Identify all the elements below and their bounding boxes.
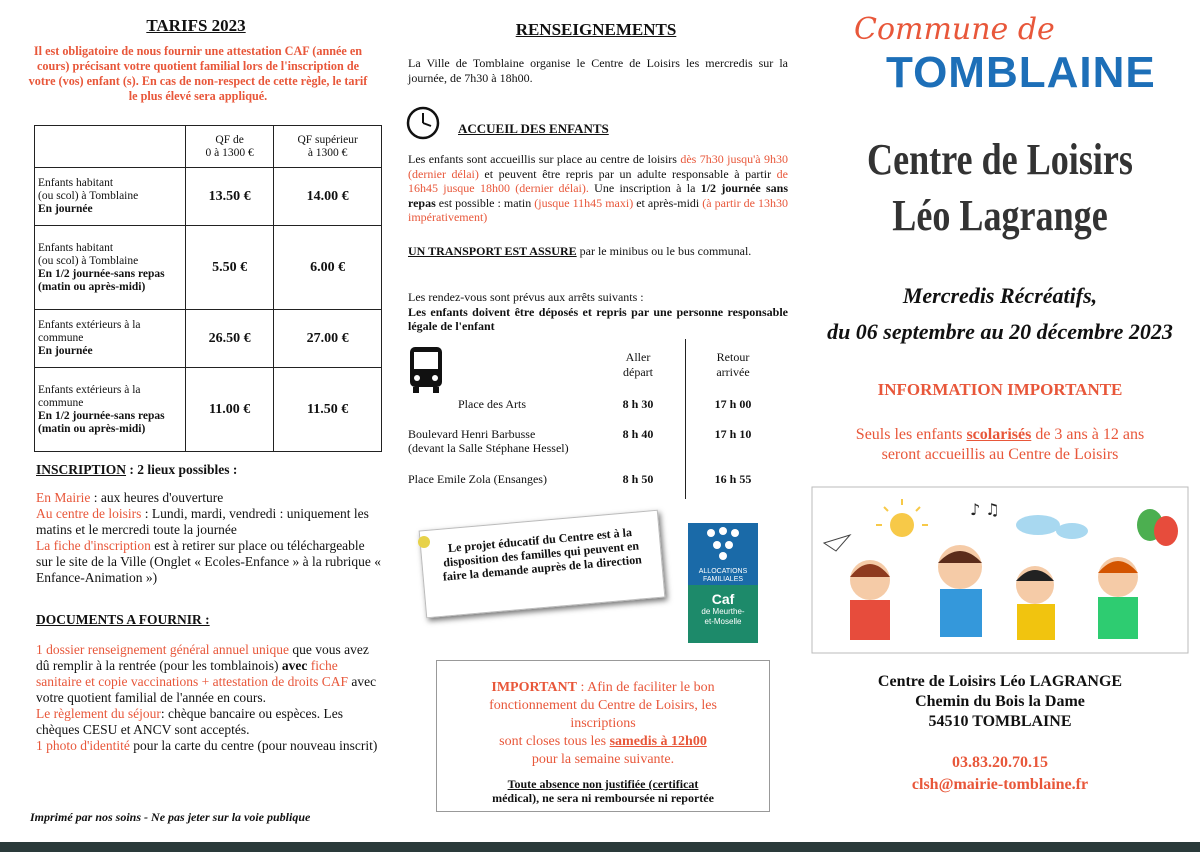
table-row bbox=[35, 310, 382, 368]
price-low: 13.50 € bbox=[186, 168, 274, 226]
email-link[interactable]: clsh@mairie-tomblaine.fr bbox=[911, 776, 1089, 793]
price-low: 11.00 € bbox=[186, 368, 274, 452]
caf-logo bbox=[688, 523, 758, 643]
city: 54510 TOMBLAINE bbox=[928, 713, 1072, 730]
bottom-bar bbox=[0, 842, 1200, 852]
documents-section: DOCUMENTS A FOURNIR : 1 dossier renseignement général annuel unique que vous avez dû remplir à la rentrée (pour les tomblainois) avec fiche sanitaire et copie vaccinations + attestation de droits CAF avec votre quotient familial de l'année en cours. Le règlement du séjour: chèque bancaire ou espèces. Les chèques CESU et ANCV sont acceptés. 1 photo d'identité pour la carte du centre (pour nouveau inscrit) bbox=[36, 612, 381, 754]
center-name: Centre de Loisirs Léo LAGRANGE bbox=[877, 673, 1123, 690]
caf-logo-top: ALLOCATIONS FAMILIALES bbox=[688, 523, 758, 585]
intro-text: La Ville de Tomblaine organise le Centre de Loisirs les mercredis sur la journée, de 7h30 à 18h00. bbox=[408, 56, 788, 85]
renseignements-title: RENSEIGNEMENTS bbox=[515, 20, 677, 39]
tomblaine-logo bbox=[840, 12, 1160, 102]
header-qf-low: QF de 0 à 1300 € bbox=[186, 126, 274, 168]
retour-header: Retour arrivée bbox=[716, 350, 750, 379]
phone-number[interactable]: 03.83.20.70.15 bbox=[952, 754, 1048, 771]
table-row bbox=[35, 226, 382, 310]
bus-icon bbox=[408, 345, 444, 395]
aller-header: Aller départ bbox=[623, 350, 653, 379]
logo-town: TOMBLAINE bbox=[886, 48, 1156, 97]
rdv-text: Les rendez-vous sont prévus aux arrêts suivants : Les enfants doivent être déposés et repris par une personne responsable légale de l'enfant bbox=[408, 290, 788, 333]
renseignements-column bbox=[392, 0, 800, 842]
contact-block bbox=[800, 752, 1200, 796]
column-divider bbox=[685, 339, 686, 499]
caf-logo-bottom: Caf de Meurthe- et-Moselle bbox=[688, 585, 758, 643]
table-row bbox=[35, 168, 382, 226]
row-label: Enfants extérieurs à la commune En journée bbox=[35, 310, 186, 368]
price-low: 5.50 € bbox=[186, 226, 274, 310]
price-low: 26.50 € bbox=[186, 310, 274, 368]
header-qf-high: QF supérieur à 1300 € bbox=[274, 126, 382, 168]
stop-name: Boulevard Henri Barbusse (devant la Salle Stéphane Hessel) bbox=[408, 427, 569, 455]
row-label: Enfants habitant (ou scol) à Tomblaine En journée bbox=[35, 168, 186, 226]
row-label: Enfants habitant (ou scol) à Tomblaine En 1/2 journée-sans repas (matin ou après-midi) bbox=[35, 226, 186, 310]
price-high: 11.50 € bbox=[274, 368, 382, 452]
stop-name: Place des Arts bbox=[458, 397, 526, 411]
address-block bbox=[800, 672, 1200, 732]
inscription-section: INSCRIPTION : 2 lieux possibles : En Mairie : aux heures d'ouverture Au centre de loisirs : Lundi, mardi, vendredi : uniquement les matins et le mercredi toute la journée La fiche d'inscription est à retirer sur place ou téléchargeable sur le site de la Ville (Onglet « Ecoles-Enfance » à la rubrique « Enfance-Animation ») bbox=[36, 462, 381, 585]
price-high: 14.00 € bbox=[274, 168, 382, 226]
brand-column bbox=[800, 0, 1200, 842]
tarifs-title: TARIFS 2023 bbox=[146, 16, 246, 35]
inscription-title: INSCRIPTION bbox=[36, 462, 127, 477]
accueil-title: ACCUEIL DES ENFANTS bbox=[458, 121, 609, 136]
stop-retour: 17 h 10 bbox=[714, 427, 752, 441]
stop-aller: 8 h 30 bbox=[622, 397, 654, 411]
stop-name: Place Emile Zola (Ensanges) bbox=[408, 472, 547, 486]
children-illustration bbox=[810, 485, 1190, 655]
stop-retour: 16 h 55 bbox=[714, 472, 752, 486]
subtitle: Mercredis Récréatifs, du 06 septembre au 20 décembre 2023 bbox=[827, 283, 1173, 344]
logo-commune: Commune de bbox=[854, 12, 1055, 47]
accueil-text: Les enfants sont accueillis sur place au centre de loisirs dès 7h30 jusqu'à 9h30 (dernier délai) et peuvent être repris par un adulte responsable à partir de 16h45 jusque 18h00 (dernier délai). Une inscription à la 1/2 journée sans repas est possible : matin (jusque 11h45 maxi) et après-midi (à partir de 13h30 impérativement) bbox=[408, 152, 789, 224]
family-icon bbox=[688, 523, 758, 563]
svg-text:♪ ♫: ♪ ♫ bbox=[970, 500, 1000, 519]
transport-text: UN TRANSPORT EST ASSURE par le minibus ou le bus communal. bbox=[408, 244, 752, 258]
projet-educatif-note: Le projet éducatif du Centre est à la disposition des familles qui peuvent en faire la demande auprès de la direction bbox=[419, 510, 666, 619]
stop-aller: 8 h 40 bbox=[622, 427, 654, 441]
caf-requirement-note: Il est obligatoire de nous fournir une attestation CAF (année en cours) précisant votre quotient familial lors de l'inscription de votre (vos) enfant (s). En cas de non-respect de cette règle, le tarif le plus élevé sera appliqué. bbox=[28, 44, 368, 103]
stop-aller: 8 h 50 bbox=[622, 472, 654, 486]
price-high: 6.00 € bbox=[274, 226, 382, 310]
price-high: 27.00 € bbox=[274, 310, 382, 368]
documents-title: DOCUMENTS A FOURNIR : bbox=[36, 612, 210, 627]
info-title: INFORMATION IMPORTANTE bbox=[877, 380, 1123, 399]
tarifs-table bbox=[34, 125, 382, 452]
table-header-row bbox=[35, 126, 382, 168]
clock-icon bbox=[406, 106, 440, 140]
main-title: Centre de Loisirs Léo Lagrange bbox=[867, 135, 1133, 240]
tarifs-column bbox=[0, 0, 392, 842]
footer-note: Imprimé par nos soins - Ne pas jeter sur la voie publique bbox=[30, 810, 311, 824]
important-box: IMPORTANT : Afin de faciliter le bon fonctionnement du Centre de Loisirs, les inscriptions sont closes tous les samedis à 12h00 pour la semaine suivante. Toute absence non justifiée (certificat médical), ne sera ni remboursée ni reportée bbox=[436, 660, 770, 812]
row-label: Enfants extérieurs à la commune En 1/2 journée-sans repas (matin ou après-midi) bbox=[35, 368, 186, 452]
street: Chemin du Bois la Dame bbox=[915, 693, 1085, 710]
pin-icon bbox=[418, 536, 430, 548]
table-row bbox=[35, 368, 382, 452]
stop-retour: 17 h 00 bbox=[714, 397, 752, 411]
eligibility-text: Seuls les enfants scolarisés de 3 ans à 12 ans seront accueillis au Centre de Loisirs bbox=[855, 426, 1145, 463]
